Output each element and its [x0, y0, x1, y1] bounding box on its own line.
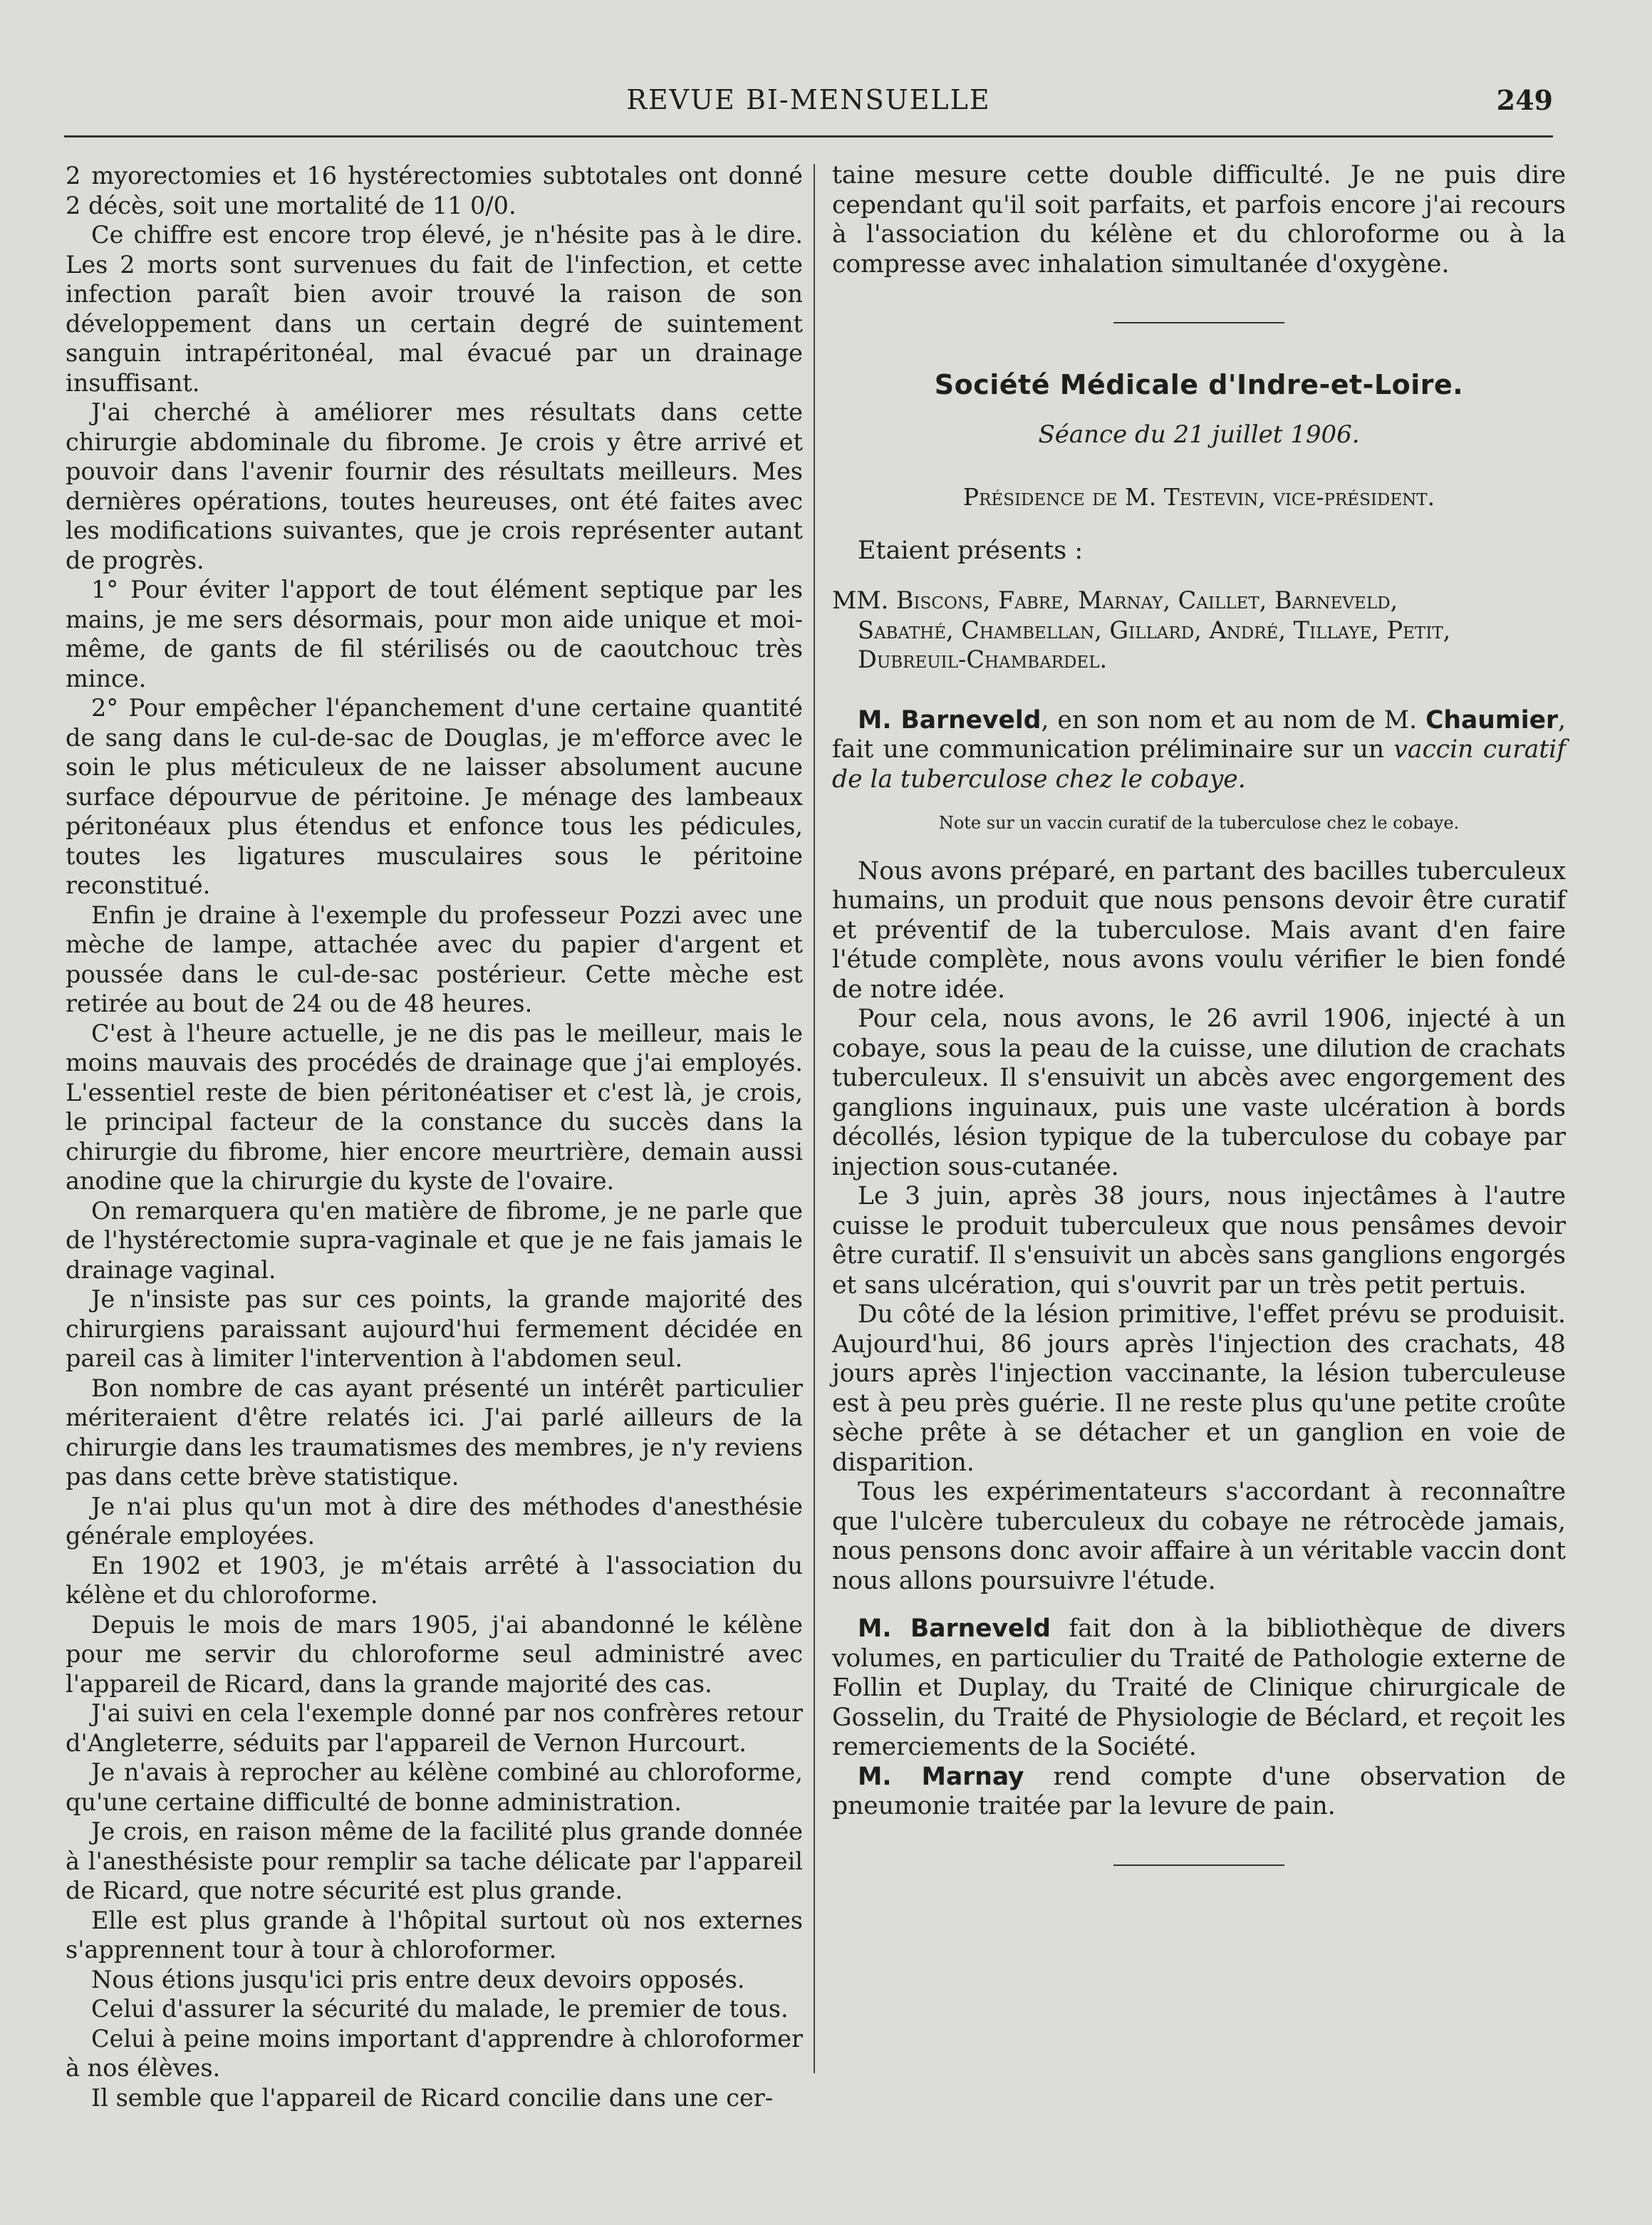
attendance-list-first: MM. Biscons, Fabre, Marnay, Caillet, Barneveld,: [832, 586, 1398, 614]
right-column: [832, 161, 1566, 1913]
paragraph: Je n'insiste pas sur ces points, la grande majorité des chirurgiens paraissant aujourd'hui fermement décidée en pareil cas à limiter l'intervention à l'abdomen seul.: [66, 1285, 803, 1372]
section-separator: [1113, 322, 1284, 323]
spacer: [832, 1596, 1566, 1614]
marnay-paragraph: [832, 1763, 1566, 1822]
paragraph: 1° Pour éviter l'apport de tout élément septique par les mains, je me sers désormais, pour mon aide unique et moi-même, de gants de fil stérilisés ou de caoutchouc très mince.: [66, 576, 803, 693]
paragraph: Il semble que l'appareil de Ricard concilie dans une cer-: [91, 2083, 774, 2112]
donation-paragraph: [832, 1614, 1566, 1763]
paragraph: Je n'ai plus qu'un mot à dire des méthodes d'anesthésie générale employées.: [66, 1492, 803, 1550]
note-paragraph: Pour cela, nous avons, le 26 avril 1906, injecté à un cobaye, sous la peau de la cuisse, une dilution de crachats tuberculeux. Il s'ensuivit un abcès avec engorgement des ganglions inguinaux, puis une vaste ulcération à bords décollés, lésion typique de la tuberculose du cobaye par injection sous-cutanée.: [832, 1005, 1566, 1181]
paragraph: Bon nombre de cas ayant présenté un intérêt particulier mériteraient d'être relatés ici. J'ai parlé ailleurs de la chirurgie dans les traumatismes des membres, je n'y reviens pas dans cette brève statistique.: [66, 1374, 803, 1490]
member-name: M. Barneveld: [858, 1614, 1051, 1643]
attendance-list: [832, 586, 1566, 675]
column-rule: [814, 164, 815, 2073]
paragraph: Celui à peine moins important d'apprendre à chloroformer à nos élèves.: [66, 2024, 803, 2082]
member-name: M. Barneveld: [858, 705, 1041, 735]
note-paragraph: Du côté de la lésion primitive, l'effet prévu se produisit. Aujourd'hui, 86 jours après l'injection des crachats, 48 jours après l'injection vaccinante, la lésion tuberculeuse est à peu près guérie. Il ne reste plus qu'une petite croûte sèche prête à se détacher et un ganglion en voie de disparition.: [832, 1300, 1566, 1477]
donation-text: fait don à la bibliothèque de divers volumes, en particulier du Traité de Pathologie externe de Follin et Duplay, du Traité de Clinique chirurgicale de Gosselin, du Traité de Physiologie de Béclard, et reçoit les remerciements de la Société.: [832, 1614, 1566, 1761]
page-number: 249: [1496, 84, 1553, 116]
note-title: Note sur un vaccin curatif de la tuberculose chez le cobaye.: [938, 813, 1460, 833]
session-date: Séance du 21 juillet 1906.: [1038, 420, 1360, 449]
left-column: [66, 161, 803, 2112]
communication-text: , fait une communication préliminaire sur un: [832, 705, 1566, 764]
paragraph: Nous étions jusqu'ici pris entre deux devoirs opposés.: [91, 1965, 745, 1993]
continuation-paragraph: taine mesure cette double difficulté. Je ne puis dire cependant qu'il soit parfaits, et parfois encore j'ai recours à l'association du kélène et du chloroforme ou à la compresse avec inhalation simultanée d'oxygène.: [832, 161, 1566, 279]
running-title: REVUE BI-MENSUELLE: [626, 84, 991, 115]
paragraph: Je n'avais à reprocher au kélène combiné au chloroforme, qu'une certaine difficulté de bonne administration.: [66, 1758, 803, 1816]
paragraph: J'ai cherché à améliorer mes résultats dans cette chirurgie abdominale du fibrome. Je crois y être arrivé et pouvoir dans l'avenir fournir des résultats meilleurs. Mes dernières opérations, toutes heureuses, ont été faites avec les modifications suivantes, que je crois représenter autant de progrès.: [66, 398, 803, 574]
note-paragraph: Tous les expérimentateurs s'accordant à reconnaître que l'ulcère tuberculeux du cobaye ne rétrocède jamais, nous pensons donc avoir affaire à un véritable vaccin dont nous allons poursuivre l'étude.: [832, 1478, 1566, 1595]
society-title: Société Médicale d'Indre-et-Loire.: [934, 369, 1464, 400]
paragraph: C'est à l'heure actuelle, je ne dis pas le meilleur, mais le moins mauvais des procédés de drainage que j'ai employés. L'essentiel reste de bien péritonéatiser et c'est là, je crois, le principal facteur de la constance du succès dans la chirurgie du fibrome, hier encore meurtrière, demain aussi anodine que la chirurgie du kyste de l'ovaire.: [66, 1019, 803, 1195]
attendance-list-rest: Sabathé, Chambellan, Gillard, André, Tillaye, Petit, Dubreuil-Chambardel.: [858, 616, 1451, 673]
note-paragraph: Le 3 juin, après 38 jours, nous injectâmes à l'autre cuisse le produit tuberculeux que nous pensâmes devoir être curatif. Il s'ensuivit un abcès sans ganglions engorgés et sans ulcération, qui s'ouvrit par un très petit pertuis.: [832, 1182, 1566, 1300]
paragraph: Je crois, en raison même de la facilité plus grande donnée à l'anesthésiste pour remplir sa tache délicate par l'appareil de Ricard, que notre sécurité est plus grande.: [66, 1817, 803, 1904]
communication-paragraph: [832, 706, 1566, 795]
communication-title: vaccin curatif de la tuberculose chez le cobaye.: [832, 735, 1566, 794]
marnay-text: rend compte d'une observation de pneumonie traitée par la levure de pain.: [832, 1762, 1566, 1820]
paragraph: On remarquera qu'en matière de fibrome, je ne parle que de l'hystérectomie supra-vaginale et que je ne fais jamais le drainage vaginal.: [66, 1196, 803, 1284]
header-rule: [64, 135, 1553, 138]
paragraph: En 1902 et 1903, je m'étais arrêté à l'association du kélène et du chloroforme.: [66, 1551, 803, 1609]
communication-text: , en son nom et au nom de M.: [1041, 705, 1426, 735]
paragraph: 2° Pour empêcher l'épanchement d'une certaine quantité de sang dans le cul-de-sac de Douglas, je m'efforce avec le soin le plus méticuleux de ne laisser absolument aucune surface dépourvue de péritoine. Je ménage des lambeaux péritonéaux plus étendus et enfonce tous les pédicules, toutes les ligatures musculaires sous le péritoine reconstitué.: [66, 694, 803, 899]
paragraph: Depuis le mois de mars 1905, j'ai abandonné le kélène pour me servir du chloroforme seul administré avec l'appareil de Ricard, dans la grande majorité des cas.: [66, 1610, 803, 1698]
paragraph: Enfin je draine à l'exemple du professeur Pozzi avec une mèche de lampe, attachée avec du papier d'argent et poussée dans le cul-de-sac postérieur. Cette mèche est retirée au bout de 24 ou de 48 heures.: [66, 901, 803, 1017]
member-name: Chaumier: [1425, 705, 1559, 735]
page-header: [64, 84, 1553, 127]
presidency-line: Présidence de M. Testevin, vice-président.: [962, 483, 1435, 511]
paragraph: Elle est plus grande à l'hôpital surtout où nos externes s'apprennent tour à tour à chloroformer.: [66, 1906, 803, 1964]
paragraph: 2 myorectomies et 16 hystérectomies subtotales ont donné 2 décès, soit une mortalité de 11 0/0.: [66, 162, 803, 219]
attendance-label: Etaient présents :: [858, 536, 1084, 565]
section-separator: [1113, 1864, 1284, 1866]
paragraph: J'ai suivi en cela l'exemple donné par nos confrères retour d'Angleterre, séduits par l'appareil de Vernon Hurcourt.: [66, 1699, 803, 1757]
member-name: M. Marnay: [858, 1762, 1024, 1791]
note-paragraph: Nous avons préparé, en partant des bacilles tuberculeux humains, un produit que nous pensons devoir être curatif et préventif de la tuberculose. Mais avant d'en faire l'étude complète, nous avons voulu vérifier le bien fondé de notre idée.: [832, 856, 1566, 1004]
paragraph: Celui d'assurer la sécurité du malade, le premier de tous.: [91, 1995, 789, 2023]
paragraph: Ce chiffre est encore trop élevé, je n'hésite pas à le dire. Les 2 morts sont survenues du fait de l'infection, et cette infection paraît bien avoir trouvé la raison de son développement dans un certain degré de suintement sanguin intrapéritonéal, mal évacué par un drainage insuffisant.: [66, 221, 803, 397]
